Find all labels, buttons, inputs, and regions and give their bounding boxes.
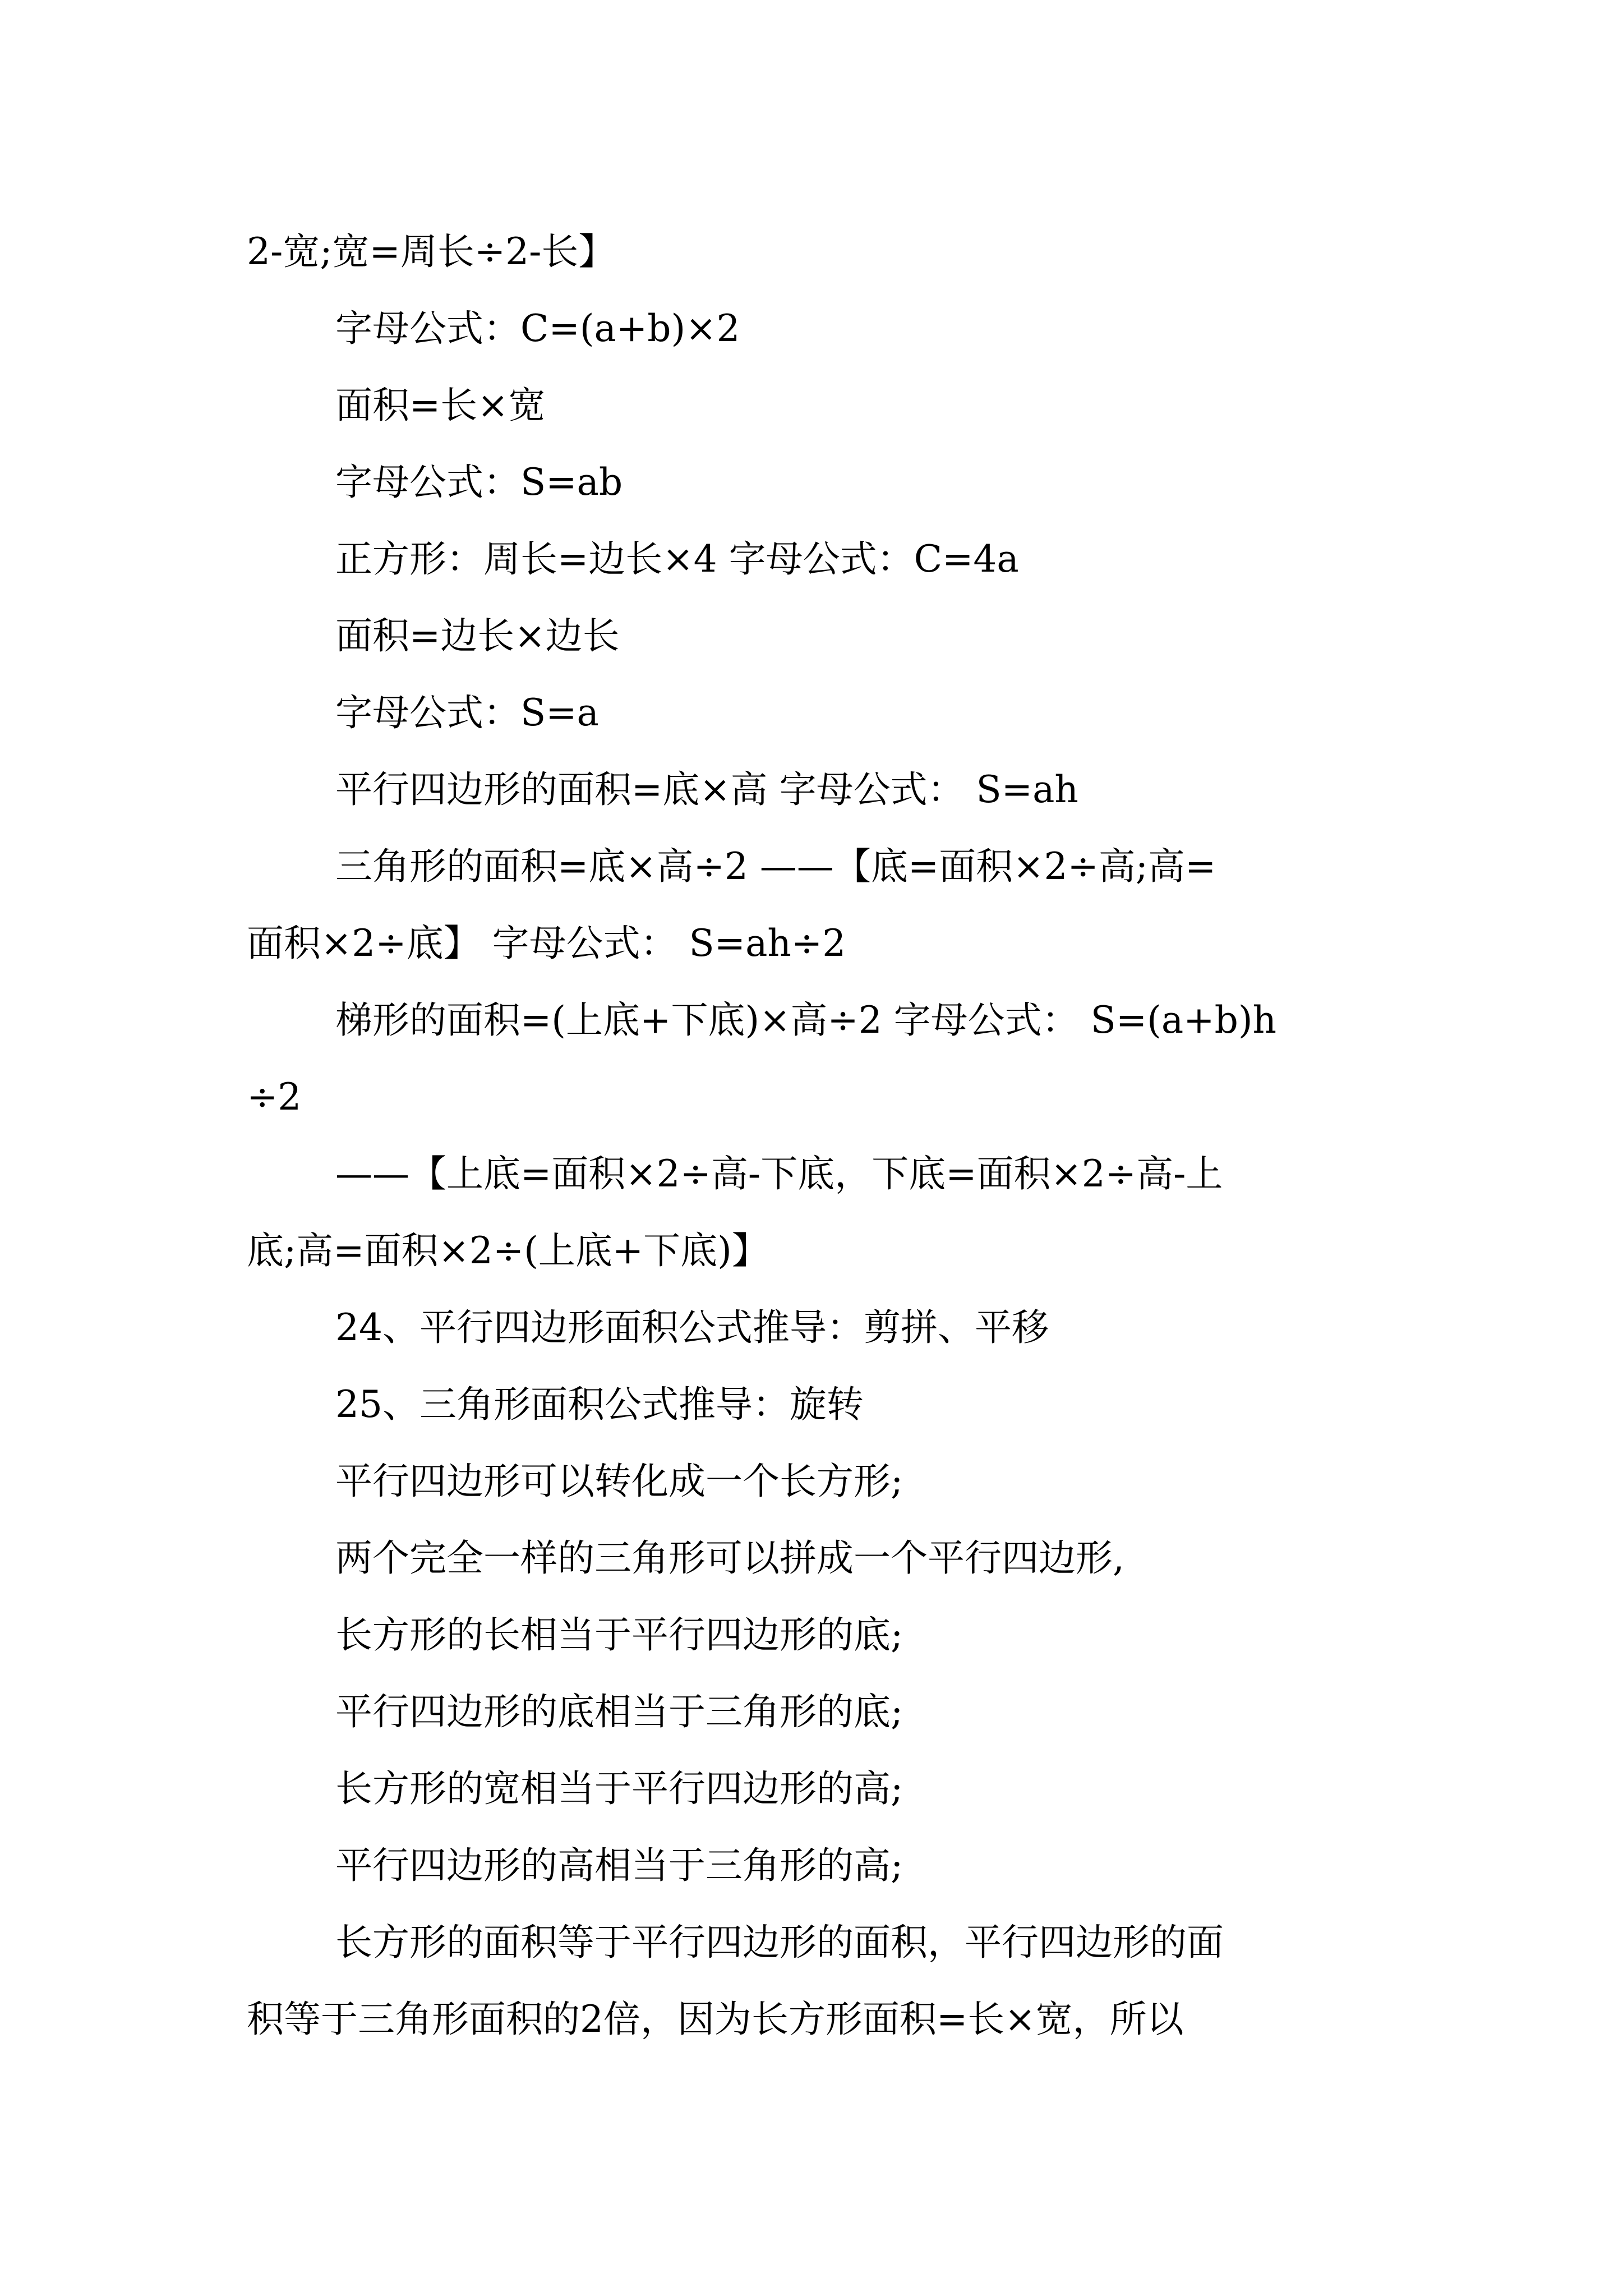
text-line: 积等于三角形面积的2倍，因为长方形面积=长×宽，所以	[247, 1998, 1184, 2041]
text-line: 三角形的面积=底×高÷2 ——【底=面积×2÷高;高=	[335, 845, 1216, 888]
text-line: 面积×2÷底】 字母公式： S=ah÷2	[247, 922, 846, 965]
text-line: 平行四边形的面积=底×高 字母公式： S=ah	[335, 768, 1078, 811]
text-line: 面积=长×宽	[335, 384, 546, 427]
text-line: 24、平行四边形面积公式推导：剪拼、平移	[335, 1306, 1049, 1349]
text-line: 长方形的宽相当于平行四边形的高;	[335, 1767, 903, 1810]
text-line: 梯形的面积=(上底+下底)×高÷2 字母公式： S=(a+b)h	[335, 999, 1277, 1042]
text-line: 平行四边形的底相当于三角形的底;	[335, 1690, 903, 1733]
text-line: 长方形的面积等于平行四边形的面积，平行四边形的面	[335, 1921, 1224, 1964]
text-line: ——【上底=面积×2÷高-下底，下底=面积×2÷高-上	[335, 1152, 1223, 1195]
text-line: 正方形：周长=边长×4 字母公式：C=4a	[335, 537, 1019, 581]
text-line: 底;高=面积×2÷(上底+下底)】	[247, 1229, 769, 1272]
text-line: 2-宽;宽=周长÷2-长】	[247, 230, 616, 273]
text-line: 字母公式：S=ab	[335, 461, 623, 504]
text-line: 25、三角形面积公式推导：旋转	[335, 1383, 864, 1426]
text-line: 平行四边形可以转化成一个长方形;	[335, 1460, 903, 1503]
text-line: 长方形的长相当于平行四边形的底;	[335, 1613, 903, 1657]
text-line: 字母公式：C=(a+b)×2	[335, 307, 740, 350]
text-line: ÷2	[247, 1075, 302, 1119]
text-line: 字母公式：S=a	[335, 691, 599, 734]
text-line: 两个完全一样的三角形可以拼成一个平行四边形,	[335, 1536, 1124, 1580]
text-line: 面积=边长×边长	[335, 614, 620, 657]
text-line: 平行四边形的高相当于三角形的高;	[335, 1844, 903, 1887]
document-page	[247, 213, 1402, 2058]
